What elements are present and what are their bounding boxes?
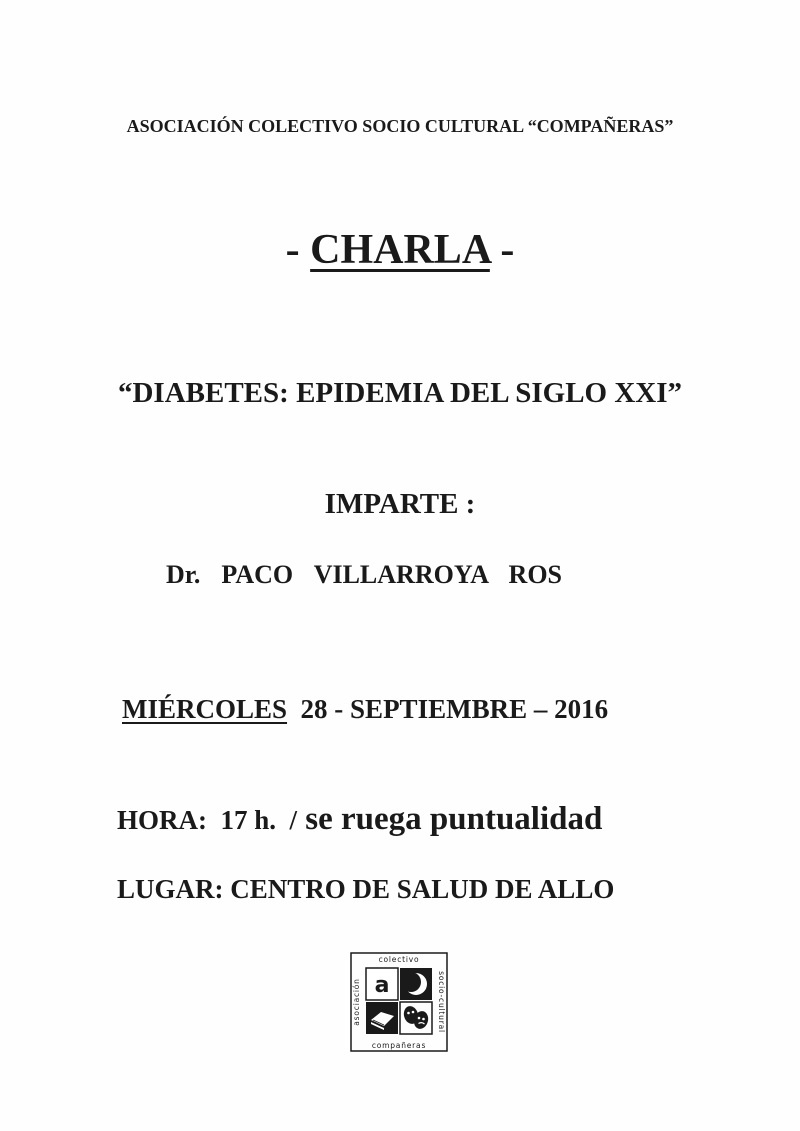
event-place: LUGAR: CENTRO DE SALUD DE ALLO bbox=[117, 874, 615, 904]
logo-left-text: asociación bbox=[352, 978, 361, 1026]
logo-graphic bbox=[350, 952, 448, 1052]
organization-name: ASOCIACIÓN COLECTIVO SOCIO CULTURAL “COMPAÑERAS” bbox=[126, 116, 674, 136]
title-suffix: - bbox=[489, 227, 515, 273]
imparte-label: IMPARTE : bbox=[324, 488, 476, 520]
event-date bbox=[122, 663, 608, 725]
logo-right-text: socio-cultural bbox=[437, 971, 446, 1033]
talk-topic: “DIABETES: EPIDEMIA DEL SIGLO XXI” bbox=[117, 377, 683, 409]
book-icon bbox=[366, 1002, 398, 1034]
event-title bbox=[0, 226, 800, 274]
title-prefix: - bbox=[285, 227, 311, 273]
time-label: HORA: 17 h. / bbox=[117, 805, 298, 835]
speaker-name: Dr. PACO VILLARROYA ROS bbox=[166, 560, 563, 589]
association-logo bbox=[350, 952, 448, 1052]
title-word: CHARLA bbox=[310, 227, 490, 273]
theater-masks-icon bbox=[400, 1002, 432, 1034]
letter-a-tile bbox=[366, 968, 398, 1000]
date-weekday: MIÉRCOLES bbox=[122, 694, 288, 724]
date-rest: 28 - SEPTIEMBRE – 2016 bbox=[287, 694, 609, 724]
logo-top-text: colectivo bbox=[378, 955, 420, 964]
punctuality-note: se ruega puntualidad bbox=[297, 801, 603, 837]
moon-icon bbox=[400, 968, 432, 1000]
event-time bbox=[117, 770, 602, 838]
logo-letter: a bbox=[374, 973, 390, 998]
logo-bottom-text: compañeras bbox=[371, 1041, 427, 1050]
